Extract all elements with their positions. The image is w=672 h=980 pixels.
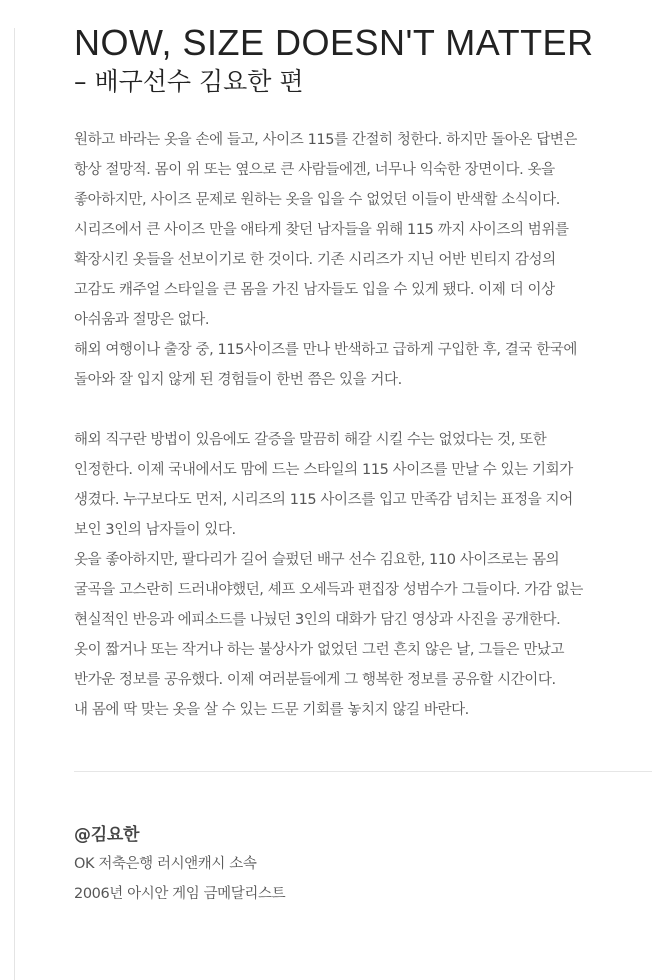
section-divider bbox=[74, 771, 652, 772]
body-line: 옷이 짧거나 또는 작거나 하는 불상사가 없었던 그런 흔치 않은 날, 그들은 만났고 bbox=[74, 642, 565, 658]
body-line: 굴곡을 고스란히 드러내야했던, 셰프 오세득과 편집장 성범수가 그들이다. 가감 없는 bbox=[74, 582, 583, 598]
body-line: 아쉬움과 절망은 없다. bbox=[74, 312, 210, 328]
body-line: 돌아와 잘 입지 않게 된 경험들이 한번 쯤은 있을 거다. bbox=[74, 372, 402, 388]
body-line: 고감도 캐주얼 스타일을 큰 몸을 가진 남자들도 입을 수 있게 됐다. 이제 더 이상 bbox=[74, 282, 555, 298]
left-border-rule bbox=[14, 28, 15, 980]
body-line: 현실적인 반응과 에피소드를 나눴던 3인의 대화가 담긴 영상과 사진을 공개한다. bbox=[74, 612, 561, 628]
body-line: 확장시킨 옷들을 선보이기로 한 것이다. 기존 시리즈가 지닌 어반 빈티지 감성의 bbox=[74, 252, 556, 268]
article-subhead: – 배구선수 김요한 편 bbox=[74, 67, 304, 96]
article-headline: NOW, SIZE DOESN'T MATTER bbox=[74, 22, 594, 63]
body-line: 옷을 좋아하지만, 팔다리가 길어 슬펐던 배구 선수 김요한, 110 사이즈로는 몸의 bbox=[74, 552, 560, 568]
body-line: 해외 여행이나 출장 중, 115사이즈를 만나 반색하고 급하게 구입한 후, 결국 한국에 bbox=[74, 342, 578, 358]
body-line: 항상 절망적. 몸이 위 또는 옆으로 큰 사람들에겐, 너무나 익숙한 장면이다. 옷을 bbox=[74, 162, 555, 178]
profile-section bbox=[74, 821, 634, 909]
body-line: 보인 3인의 남자들이 있다. bbox=[74, 522, 236, 538]
body-line: 원하고 바라는 옷을 손에 들고, 사이즈 115를 간절히 청한다. 하지만 돌아온 답변은 bbox=[74, 132, 578, 148]
body-line: 인정한다. 이제 국내에서도 맘에 드는 스타일의 115 사이즈를 만날 수 있는 기회가 bbox=[74, 462, 573, 478]
body-line: 해외 직구란 방법이 있음에도 갈증을 말끔히 해갈 시킬 수는 없었다는 것, 또한 bbox=[74, 432, 547, 448]
profile-achievement: 2006년 아시안 게임 금메달리스트 bbox=[74, 886, 286, 902]
body-blank-line bbox=[74, 395, 654, 425]
body-line: 좋아하지만, 사이즈 문제로 원하는 옷을 입을 수 없었던 이들이 반색할 소식이다. bbox=[74, 192, 560, 208]
profile-affiliation: OK 저축은행 러시앤캐시 소속 bbox=[74, 856, 257, 872]
article bbox=[74, 22, 654, 725]
profile-name: @김요한 bbox=[74, 825, 140, 845]
body-line: 생겼다. 누구보다도 먼저, 시리즈의 115 사이즈를 입고 만족감 넘치는 표정을 지어 bbox=[74, 492, 573, 508]
article-body bbox=[74, 125, 654, 725]
body-line: 시리즈에서 큰 사이즈 만을 애타게 찾던 남자들을 위해 115 까지 사이즈의 범위를 bbox=[74, 222, 569, 238]
body-line: 반가운 정보를 공유했다. 이제 여러분들에게 그 행복한 정보를 공유할 시간이다. bbox=[74, 672, 556, 688]
body-line: 내 몸에 딱 맞는 옷을 살 수 있는 드문 기회를 놓치지 않길 바란다. bbox=[74, 702, 469, 718]
